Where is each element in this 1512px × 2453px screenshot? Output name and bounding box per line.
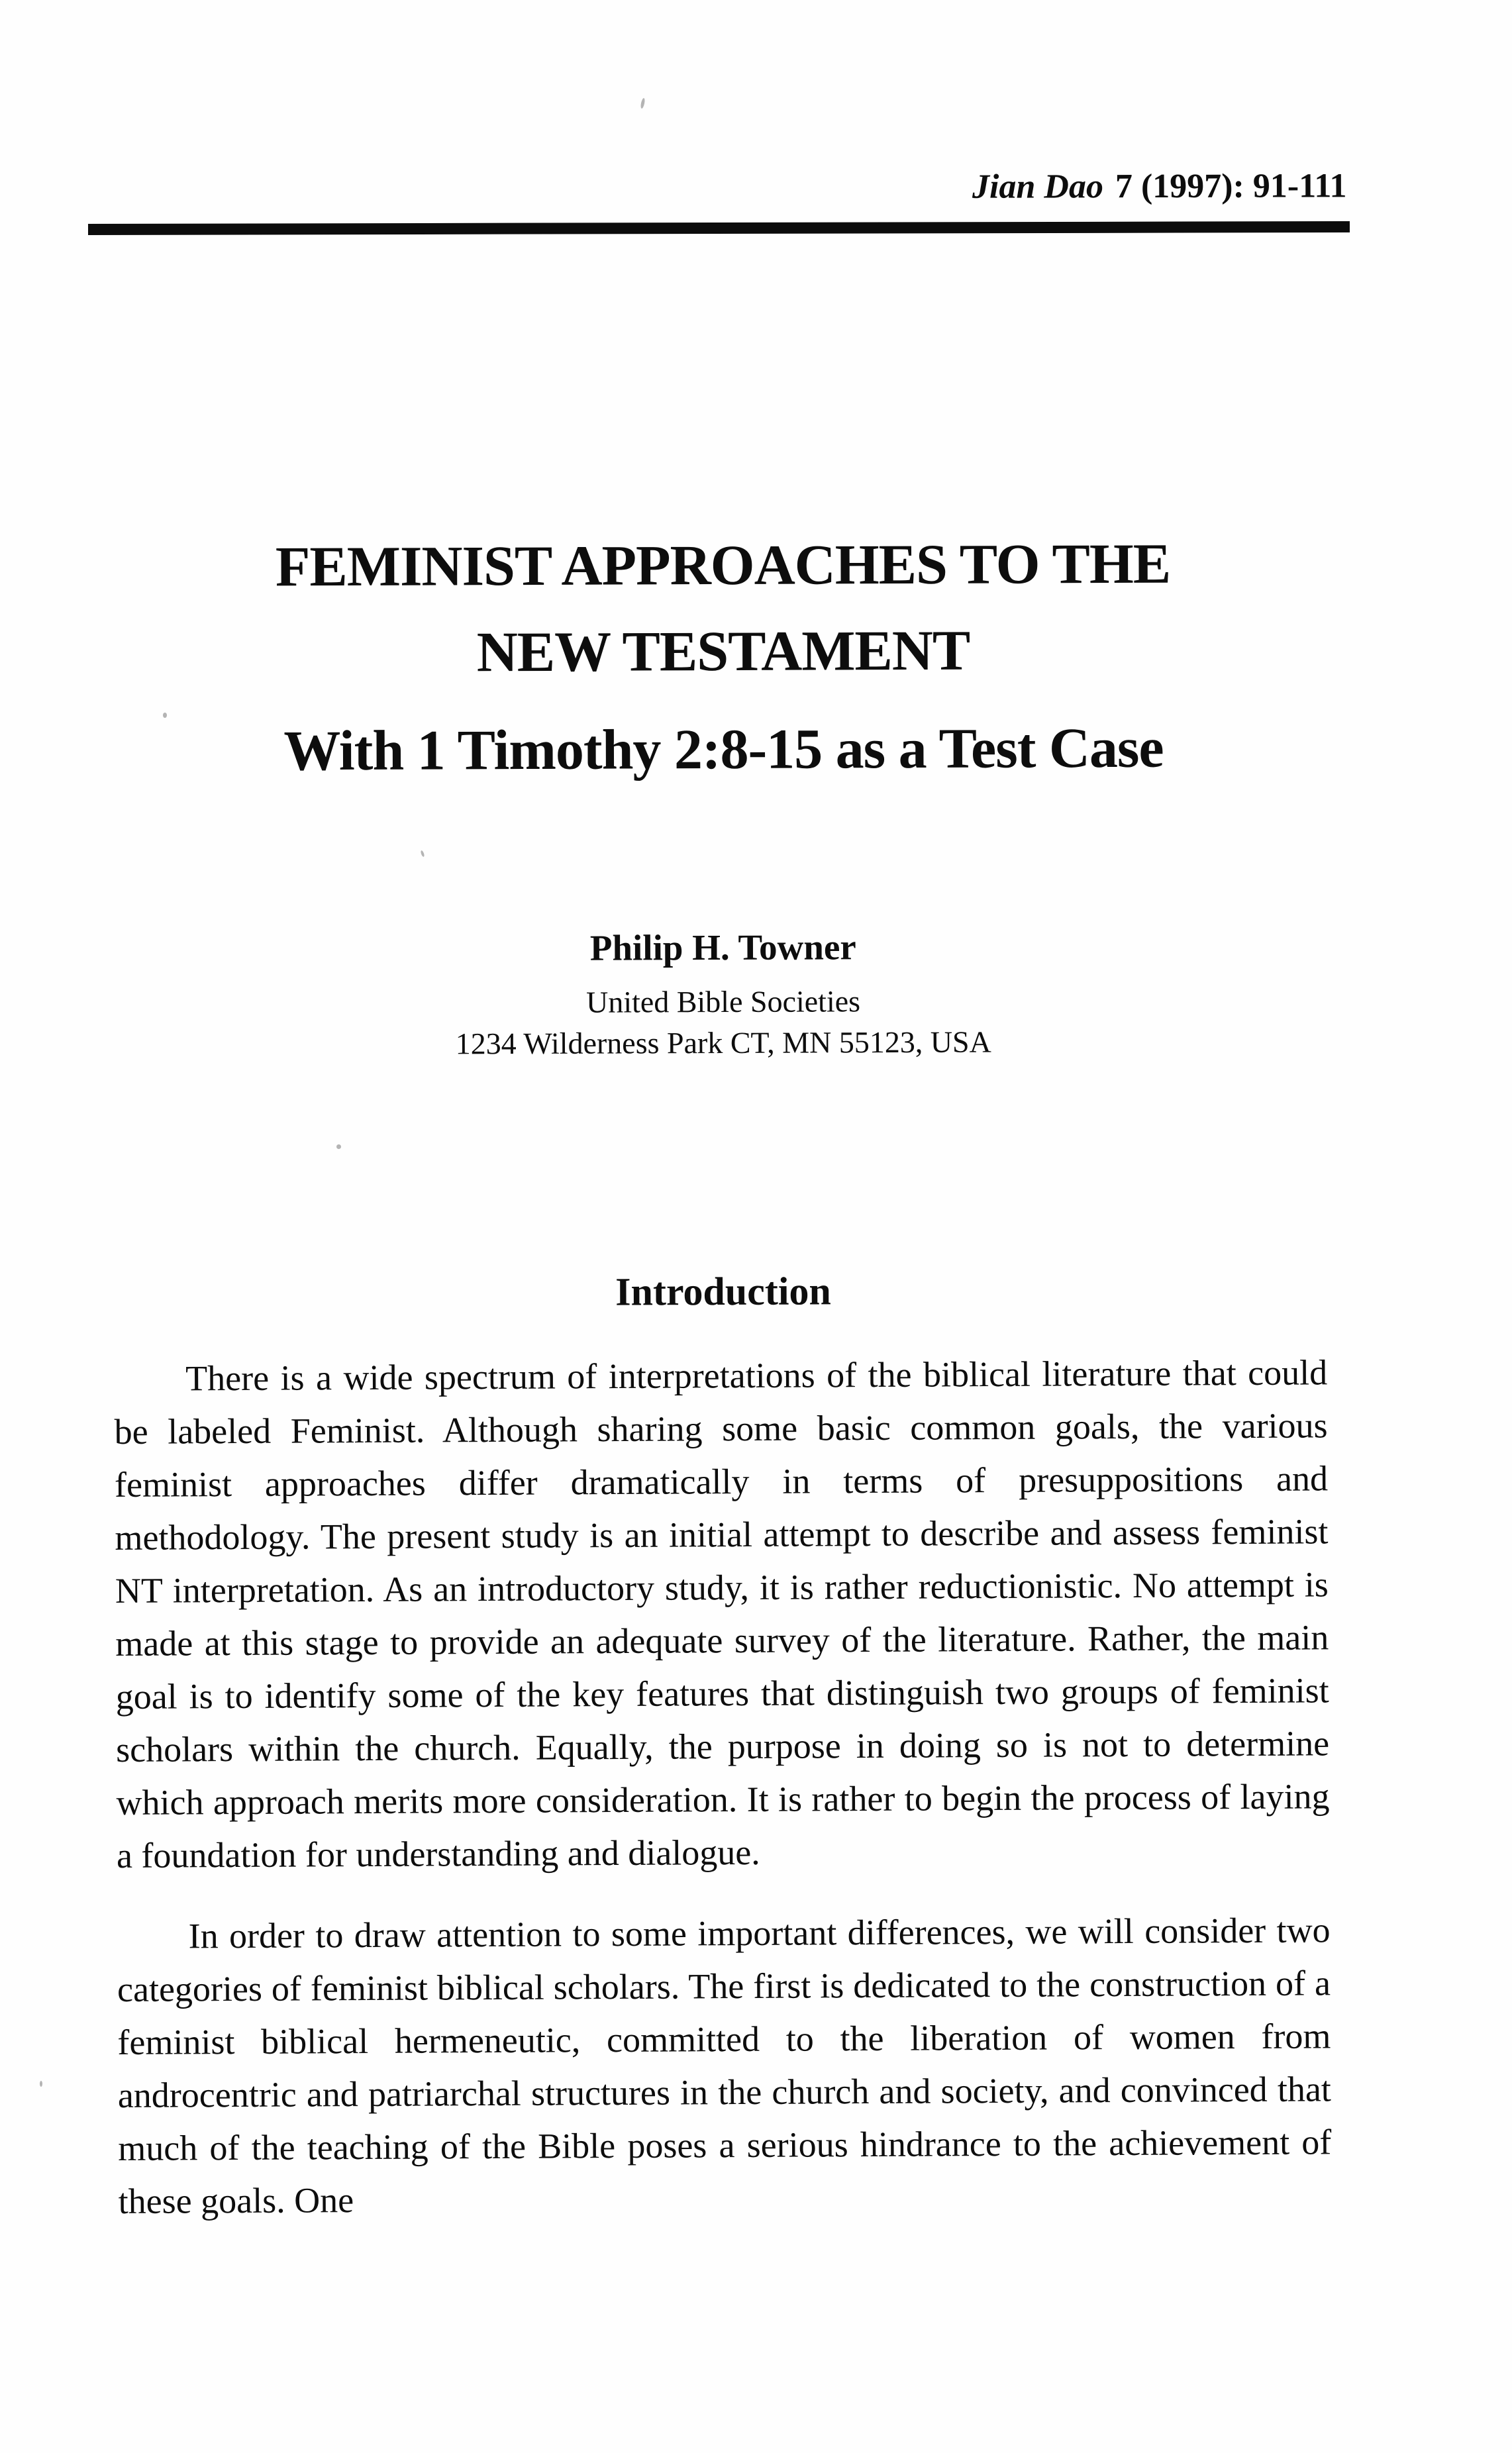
author-address: 1234 Wilderness Park CT, MN 55123, USA bbox=[455, 1025, 991, 1061]
title-line-1: FEMINIST APPROACHES TO THE bbox=[275, 531, 1171, 599]
paragraph-1: There is a wide spectrum of interpretations of the biblical literature that could be labeled Feminist. Although sharing some basic common goals, the various feminist approaches differ dramatically in terms of presuppositions and methodology. The present study is an initial attempt to describe and assess feminist NT interpretation. As an introductory study, it is rather reductionistic. No attempt is made at this stage to provide an adequate survey of the literature. Rather, the main goal is to identify some of the key features that distinguish two groups of feminist scholars within the church. Equally, the purpose in doing so is not to determine which approach merits more consideration. It is rather to begin the process of laying a foundation for understanding and dialogue. bbox=[114, 1352, 1330, 1876]
journal-citation bbox=[972, 166, 1346, 206]
article-body bbox=[114, 1346, 1332, 2228]
paragraph-2: In order to draw attention to some important differences, we will consider two categories of feminist biblical scholars. The first is dedicated to the construction of a feminist biblical hermeneutic, committed to the liberation of women from androcentric and patriarchal structures in the church and society, and convinced that much of the teaching of the Bible poses a serious hindrance to the achievement of these goals. One bbox=[117, 1910, 1332, 2221]
divider-rule bbox=[88, 221, 1350, 235]
journal-name: Jian Dao bbox=[972, 168, 1103, 206]
author-block bbox=[61, 923, 1386, 1066]
scan-speck bbox=[336, 1144, 341, 1149]
scan-speck bbox=[420, 850, 425, 858]
article-title bbox=[60, 520, 1386, 795]
author-affiliation: United Bible Societies bbox=[585, 984, 861, 1019]
scan-speck bbox=[163, 713, 167, 718]
author-name: Philip H. Towner bbox=[589, 926, 856, 968]
scan-speck bbox=[40, 2081, 42, 2087]
section-heading-introduction: Introduction bbox=[615, 1269, 831, 1314]
journal-volume-pages: 7 (1997): 91-111 bbox=[1115, 167, 1347, 206]
title-line-3: With 1 Timothy 2:8-15 as a Test Case bbox=[283, 715, 1164, 783]
scan-speck bbox=[640, 98, 645, 109]
title-line-2: NEW TESTAMENT bbox=[476, 618, 970, 684]
